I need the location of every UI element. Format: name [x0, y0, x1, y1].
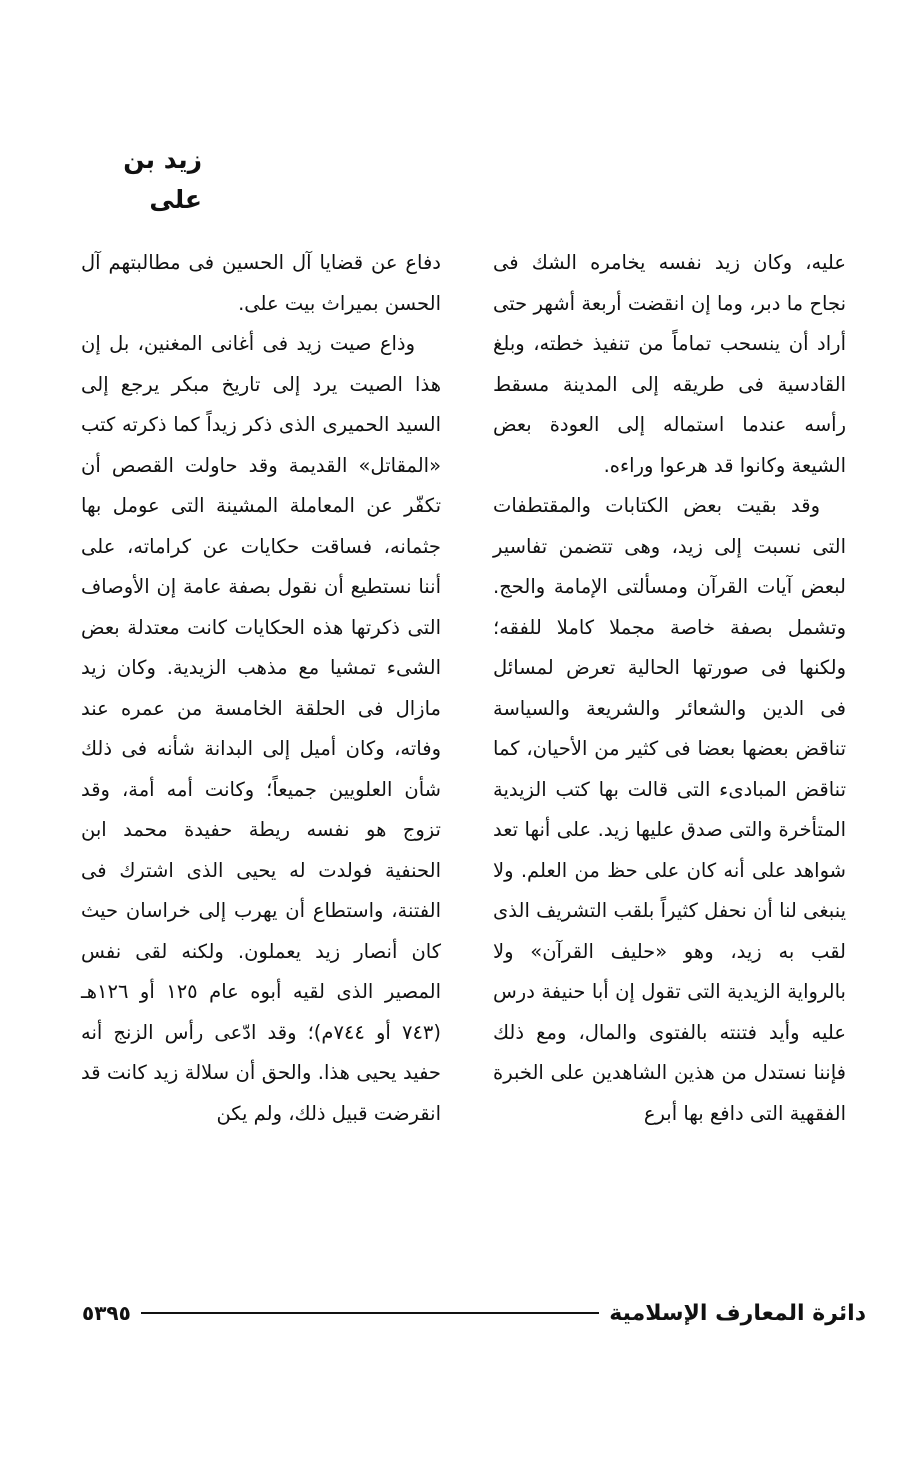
page-number: ٥٣٩٥ [82, 1301, 131, 1325]
right-column [493, 243, 846, 1134]
left-column [81, 243, 441, 1134]
left-paragraph-1: دفاع عن قضايا آل الحسين فى مطالبتهم آل الحسن بميراث بيت على. [81, 251, 441, 315]
page-footer [82, 1293, 866, 1333]
footer-title: دائرة المعارف الإسلامية [609, 1300, 866, 1326]
left-paragraph-2: وذاع صيت زيد فى أغانى المغنين، بل إن هذا الصيت يرد إلى تاريخ مبكر يرجع إلى السيد الحميرى الذى ذكر زيداً كما ذكرته كتب «المقاتل» القديمة وقد حاولت القصص أن تكفّر عن المعاملة المشينة التى عومل بها جثمانه، فساقت حكايات عن كراماته، على أننا نستطيع أن نقول بصفة عامة إن الأوصاف التى ذكرتها هذه الحكايات كانت معتدلة بعض الشىء تمشيا مع مذهب الزيدية. وكان زيد مازال فى الحلقة الخامسة من عمره عند وفاته، وكان أميل إلى البدانة شأنه فى ذلك شأن العلويين جميعاً؛ وكانت أمه أمة، وقد تزوج هو نفسه ريطة حفيدة محمد ابن الحنفية فولدت له يحيى الذى اشترك فى الفتنة، واستطاع أن يهرب إلى خراسان حيث كان أنصار زيد يعملون. ولكنه لقى نفس المصير الذى لقيه أبوه عام ١٢٥ أو ١٢٦هـ (٧٤٣ أو ٧٤٤م)؛ وقد ادّعى رأس الزنج أنه حفيد يحيى هذا. والحق أن سلالة زيد كانت قد انقرضت قبيل ذلك، ولم يكن [81, 332, 442, 1125]
right-paragraph-2: وقد بقيت بعض الكتابات والمقتطفات التى نسبت إلى زيد، وهى تتضمن تفاسير لبعض آيات القرآن ومسألتى الإمامة والحج. وتشمل بصفة خاصة مجملا كاملا للفقه؛ ولكنها فى صورتها الحالية تعرض لمسائل فى الدين والشعائر والشريعة والسياسة تناقض بعضها بعضا فى كثير من الأحيان، كما تناقض المبادىء التى قالت بها كتب الزيدية المتأخرة والتى صدق عليها زيد. على أنها تعد شواهد على أنه كان على حظ من العلم. ولا ينبغى لنا أن نحفل كثيراً بلقب التشريف الذى لقب به زيد، وهو «حليف القرآن» ولا بالرواية الزيدية التى تقول إن أبا حنيفة درس عليه وأيد فتنته بالفتوى والمال، ومع ذلك فإننا نستدل من هذين الشاهدين على الخبرة الفقهية التى دافع بها أبرع [493, 494, 846, 1125]
right-paragraph-1: عليه، وكان زيد نفسه يخامره الشك فى نجاح ما دبر، وما إن انقضت أربعة أشهر حتى أراد أن ينسحب تماماً من تنفيذ خطته، وبلغ القادسية فى طريقه إلى المدينة مسقط رأسه عندما استماله إلى العودة بعض الشيعة وكانوا قد هرعوا وراءه. [493, 251, 846, 477]
running-title: زيد بن على [123, 145, 202, 214]
footer-divider [141, 1312, 599, 1314]
